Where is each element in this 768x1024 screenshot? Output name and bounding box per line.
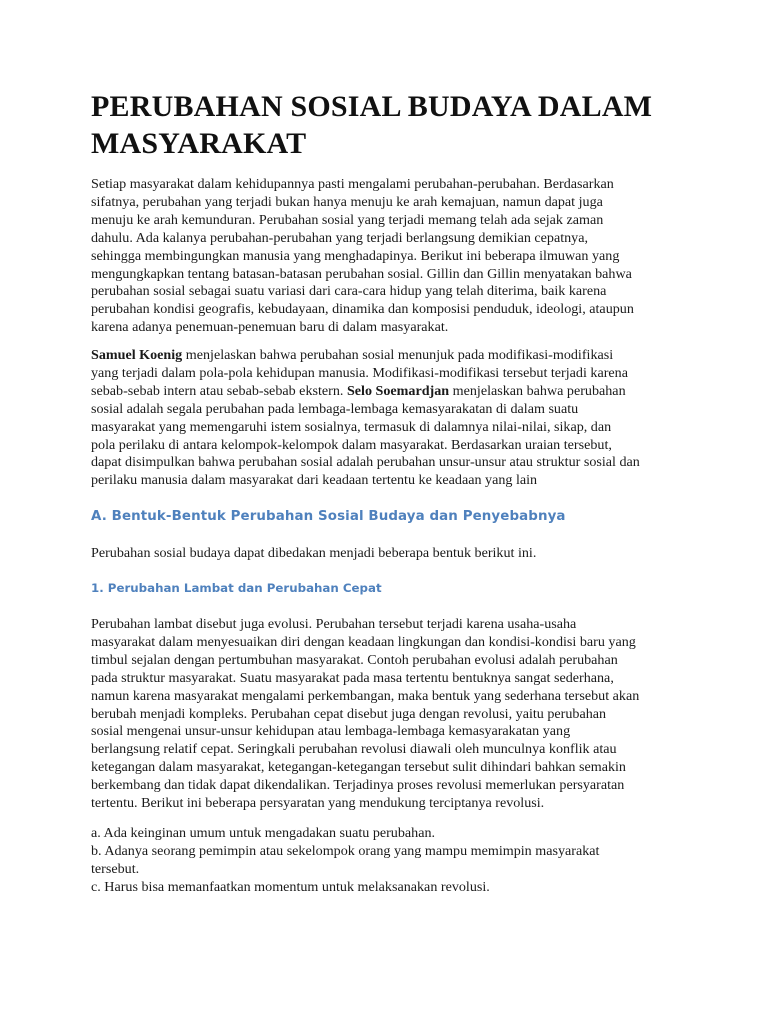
list-item: a. Ada keinginan umum untuk mengadakan suatu perubahan. xyxy=(91,825,436,841)
requirements-list xyxy=(91,825,691,897)
list-item: b. Adanya seorang pemimpin atau sekelompok orang yang mampu memimpin masyarakat xyxy=(91,842,600,859)
title-line: PERUBAHAN SOSIAL BUDAYA DALAM xyxy=(91,90,653,123)
text-line xyxy=(91,347,691,365)
text-line: yang terjadi dalam pola-pola kehidupan manusia. Modifikasi-modifikasi tersebut terjadi karena xyxy=(91,364,628,381)
text-line: sosial mengenai unsur-unsur kehidupan atau lembaga-lembaga kemasyarakatan yang xyxy=(91,723,571,740)
text-line: dapat disimpulkan bahwa perubahan sosial adalah perubahan unsur-unsur atau struktur sosial dan xyxy=(91,454,640,471)
page-title xyxy=(91,88,691,162)
text-fragment: menjelaskan bahwa perubahan xyxy=(449,382,626,399)
text-line xyxy=(91,383,691,401)
text-line: berkembang dan tidak dapat dikendalikan. Terjadinya proses revolusi memerlukan persyaratan xyxy=(91,777,625,794)
koenig-paragraph xyxy=(91,347,691,490)
text-line: sehingga membingungkan manusia yang menghadapinya. Berikut ini beberapa ilmuwan yang xyxy=(91,247,620,264)
text-line: masyarakat dalam menyesuaikan diri dengan keadaan lingkungan dan kondisi-kondisi baru yang xyxy=(91,633,636,650)
list-item: c. Harus bisa memanfaatkan momentum untuk melaksanakan revolusi. xyxy=(91,878,490,895)
text-line: dahulu. Ada kalanya perubahan-perubahan yang terjadi berlangsung demikian cepatnya, xyxy=(91,229,589,246)
text-line: ketegangan dalam masyarakat, ketegangan-ketegangan tersebut sulit dihindari bahkan semakin xyxy=(91,759,626,776)
text-line: mengungkapkan tentang batasan-batasan perubahan sosial. Gillin dan Gillin menyatakan bahwa xyxy=(91,265,632,282)
title-line: MASYARAKAT xyxy=(91,127,307,160)
text-fragment: sebab-sebab intern atau sebab-sebab ekstern. xyxy=(91,382,347,399)
text-line: berlangsung relatif cepat. Seringkali perubahan revolusi diawali oleh munculnya konflik atau xyxy=(91,741,617,758)
text-fragment: menjelaskan bahwa perubahan sosial menunjuk pada modifikasi-modifikasi xyxy=(182,347,614,363)
text-line: berubah menjadi kompleks. Perubahan cepat disebut juga dengan revolusi, yaitu perubahan xyxy=(91,705,607,722)
section-intro xyxy=(91,545,691,563)
text-line: masyarakat yang memengaruhi istem sosialnya, termasuk di dalamnya nilai-nilai, sikap, dan xyxy=(91,418,612,435)
text-line: perubahan sosial sebagai suatu variasi dari cara-cara hidup yang telah diterima, baik karena xyxy=(91,283,607,300)
text-line: perubahan kondisi geografis, kebudayaan, dinamika dan komposisi penduduk, ideologi, ataupun xyxy=(91,301,634,318)
text-line: timbul sejalan dengan pertumbuhan masyarakat. Contoh perubahan evolusi adalah perubahan xyxy=(91,651,618,668)
text-line: sifatnya, perubahan yang terjadi bukan hanya menuju ke arah kemajuan, namun dapat juga xyxy=(91,193,603,210)
text-line: pola perilaku di antara kelompok-kelompok dalam masyarakat. Berdasarkan uraian tersebut, xyxy=(91,436,612,453)
text-line: tertentu. Berikut ini beberapa persyaratan yang mendukung terciptanya revolusi. xyxy=(91,795,545,812)
text-line: karena adanya penemuan-penemuan baru di dalam masyarakat. xyxy=(91,319,449,336)
section-heading: A. Bentuk-Bentuk Perubahan Sosial Budaya dan Penyebabnya xyxy=(91,509,566,524)
text-line: pada struktur masyarakat. Suatu masyarakat pada masa tertentu bentuknya sangat sederhana, xyxy=(91,669,614,686)
text-line: sosial adalah segala perubahan pada lembaga-lembaga kemasyarakatan di dalam suatu xyxy=(91,400,579,417)
subsection-heading: 1. Perubahan Lambat dan Perubahan Cepat xyxy=(91,581,382,595)
author-name: Selo Soemardjan xyxy=(346,382,450,399)
text-line: Setiap masyarakat dalam kehidupannya pasti mengalami perubahan-perubahan. Berdasarkan xyxy=(91,176,614,192)
text-line: namun karena masyarakat mengalami perkembangan, maka bentuk yang sederhana tersebut akan xyxy=(91,687,640,704)
text-line: Perubahan sosial budaya dapat dibedakan menjadi beberapa bentuk berikut ini. xyxy=(91,545,537,561)
list-item: tersebut. xyxy=(91,860,140,877)
text-line: menuju ke arah kemunduran. Perubahan sosial yang terjadi memang telah ada sejak zaman xyxy=(91,211,604,228)
intro-paragraph xyxy=(91,176,691,337)
text-line: perilaku manusia dalam masyarakat dari keadaan tertentu ke keadaan yang lain xyxy=(91,472,538,489)
evolution-paragraph xyxy=(91,616,691,813)
text-line: Perubahan lambat disebut juga evolusi. Perubahan tersebut terjadi karena usaha-usaha xyxy=(91,616,577,632)
author-name: Samuel Koenig xyxy=(91,347,183,363)
